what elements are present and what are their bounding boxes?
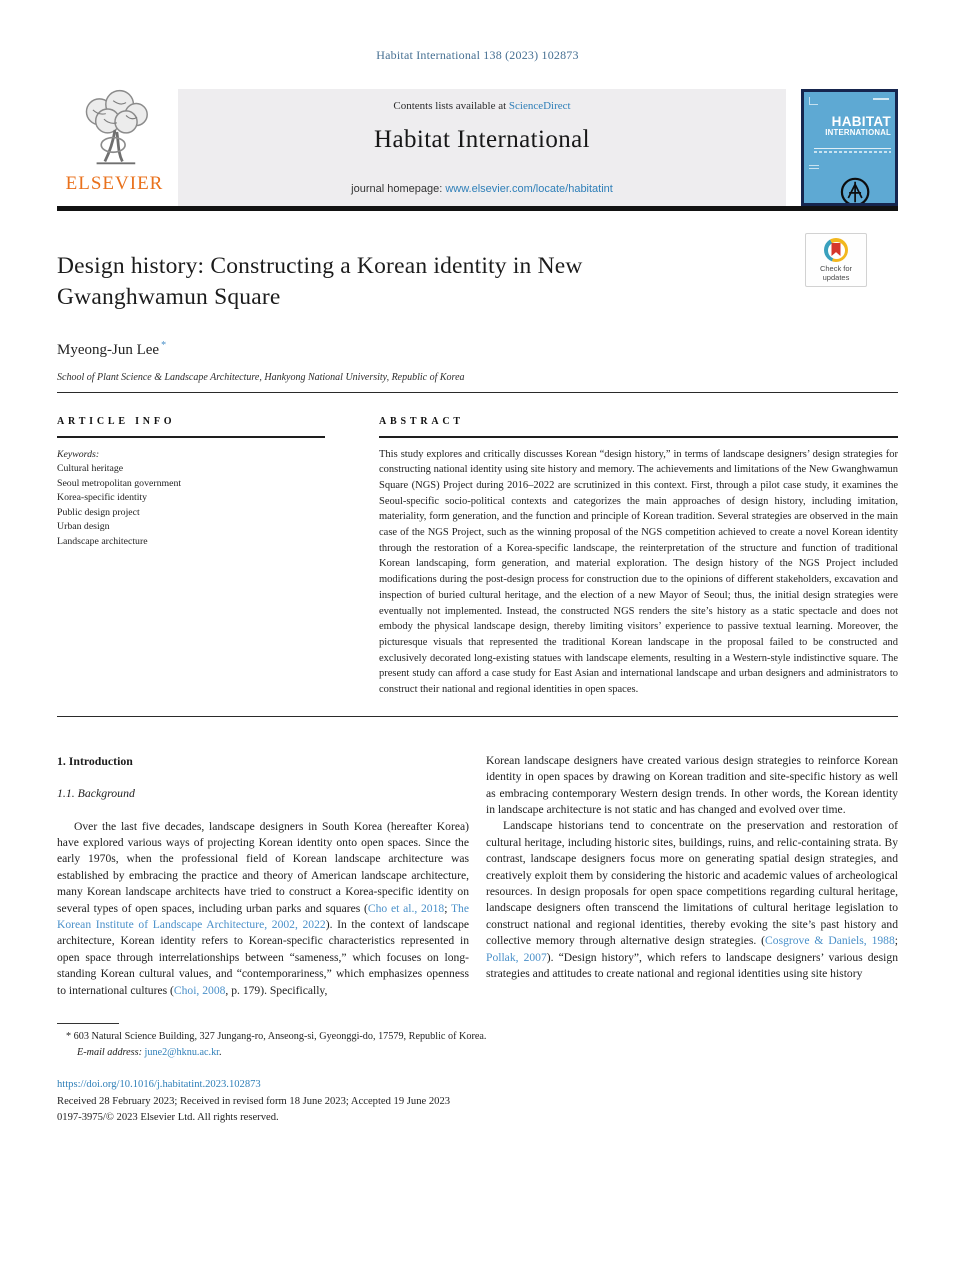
abstract-heading: ABSTRACT [379,416,464,427]
habitat-emblem-icon [838,175,872,206]
keyword-item: Landscape architecture [57,536,148,548]
crossmark-icon [824,238,848,262]
citation-link[interactable]: Cosgrove & Daniels, 1988 [765,934,895,948]
cover-side-dashes [809,164,819,169]
badge-line2: updates [822,273,850,283]
author-footnote-mark[interactable]: * [161,340,167,351]
left-column [57,753,469,999]
title-block [57,251,898,313]
cover-top-dash [873,98,889,100]
elsevier-tree-icon [69,89,161,175]
footnote-address-text: 603 Natural Science Building, 327 Jungang-ro, Anseong-si, Gyeonggi-do, 17579, Republic of Korea. [71,1031,487,1043]
text-segment: , p. 179). Specifically, [225,983,328,997]
page-title: Design history: Constructing a Korean identity in New Gwanghwamun Square [57,253,583,310]
journal-banner [178,89,786,206]
text-segment: ; [894,934,899,948]
cover-title [804,115,891,137]
cover-title-line1: HABITAT [831,114,891,129]
footnote-rule [57,1023,119,1024]
footer-block [57,1077,898,1127]
badge-line1: Check for [819,264,853,273]
sciencedirect-link[interactable]: ScienceDirect [508,100,571,112]
keyword-item: Urban design [57,521,110,533]
contents-line [178,100,786,112]
footnote-marker: * [66,1031,72,1043]
homepage-line [178,183,786,195]
abstract-rule [379,436,898,438]
journal-title: Habitat International [374,126,590,153]
right-column [486,753,898,999]
journal-reference: Habitat International 138 (2023) 102873 [376,48,579,62]
affiliation: School of Plant Science & Landscape Architecture, Hankyong National University, Republic of Korea [57,372,465,383]
email-link[interactable]: june2@hknu.ac.kr [144,1046,219,1058]
text-segment: ; [444,901,451,915]
footnote-email-line [57,1045,898,1061]
article-info-column [57,416,325,698]
header-divider-bar [57,206,898,211]
elsevier-logo [57,89,178,206]
intro-paragraph-right-1: Korean landscape designers have created various design strategies to reinforce Korean identity in open spaces by drawing on Korean tradition and site-specific history as well as embracing contemporary Western design trends. In other words, the Korean identity in landscape architecture is not static and has changed and evolved over time. [486,753,898,816]
keyword-item: Public design project [57,506,140,518]
text-segment: ). “Design history”, which refers to landscape designers’ various design strategies and attitudes to create national and regional identities using site history [486,950,898,981]
intro-paragraph-right-2 [486,818,898,982]
cover-subtext-dashes [814,151,891,153]
subsection-heading-background: 1.1. Background [57,786,135,801]
received-history: Received 28 February 2023; Received in revised form 18 June 2023; Accepted 19 June 2023 [57,1095,451,1107]
keywords-label: Keywords: [57,448,100,460]
check-for-updates-label [808,264,864,283]
check-for-updates-badge[interactable] [805,233,867,287]
cover-title-line2: INTERNATIONAL [825,128,891,138]
homepage-link[interactable]: www.elsevier.com/locate/habitatint [445,183,613,195]
rule-below-info [57,716,898,717]
citation-link[interactable]: Cho et al., 2018 [367,901,445,915]
article-info-heading: ARTICLE INFO [57,416,176,427]
keywords-block [57,448,325,550]
text-segment: Landscape historians tend to concentrate on the preservation and restoration of cultural heritage, including historic sites, buildings, ruins, and relic-containing strata. By contrast, landscape designers focus more on generating spatial design strategies, and creatively exploit them by considering the historic and academic values of archeological resources. In design proposals for open space competitions regarding cultural heritage, landscape designers often transcend the limitations of cultural heritage legislation to construct national and regional identities, thereby evoking the site’s past history and collective memory through alternative design strategies. ( [486,819,898,948]
journal-cover-thumbnail [801,89,898,206]
author-name: Myeong-Jun Lee [57,342,160,358]
abstract-text: This study explores and critically discusses Korean “design history,” in terms of landscape designers’ design strategies for constructing national identity using site history and memory. The achievements and limitations of the New Gwanghwamun Square (NGS) Project during 2016–2022 are scrutinized in this context. First, through a pilot case study, it examines the Seoul-specific socio-political contexts and categorizes the main approaches of design history, including imitation, materiality, form generation, and the function and principle of Korean tradition. Several strategies are observed in the main case of the NGS Project, such as the winning proposal of the NGS competition achieved to create a novel Korean identity through the restoration of a Korea-specific landscape, the reinterpretation of the structure and function of traditional Korean landscaping, form generation, and material exploration. The design history of the NGS Project included modifications during the post-design process for construction due to the opinions of different stakeholders, excavation and inspection of buried cultural heritage, and the election of a new Mayor of Seoul; thus, the initial design strategies were eventually not implemented. Instead, the constructed NGS renders the site’s history as a static spectacle and does not embody the physical landscape design, thereby limiting visitors’ experience to passive textual learning. Moreover, the picturesque visuals that represented the traditional Korean landscape in the proposal failed to be constructed and exclusively decorated long-existing statues with landscape elements, resulting in a Western-style indistinctive square. The present study can afford a case study for East Asian and international landscape and urban designers and administrators to construct their national and regional identities in open spaces. [379,448,898,696]
doi-link[interactable]: https://doi.org/10.1016/j.habitatint.2023.102873 [57,1079,261,1091]
text-segment: ). In the context of landscape architecture, Korean identity refers to Korean-specific characteristics represented in open space through interrelationships between “sameness,” which focuses on long-standing Korean cultural values, and “contemporariness,” which emphasizes openness to international cultures ( [57,918,470,997]
keyword-item: Korea-specific identity [57,492,148,504]
citation-link[interactable]: Pollak, 2007 [486,950,547,964]
contents-prefix: Contents lists available at [393,100,509,112]
footnote-block [57,1023,898,1060]
body-columns [57,753,898,999]
article-info-rule [57,436,325,438]
email-label: E-mail address: [77,1046,142,1058]
author-line [57,340,898,359]
info-abstract-block [57,393,898,698]
copyright-line: 0197-3975/© 2023 Elsevier Ltd. All rights reserved. [57,1112,279,1124]
email-period: . [219,1046,222,1058]
footnote-address [57,1029,898,1045]
journal-header [57,89,898,206]
homepage-prefix: journal homepage: [351,183,446,195]
section-heading-introduction: 1. Introduction [57,753,133,768]
abstract-column [379,416,898,698]
keyword-item: Cultural heritage [57,463,124,475]
crossmark-bookmark-icon [832,243,841,256]
citation-link[interactable]: Choi, 2008 [173,983,226,997]
citation-link[interactable]: The Korean Institute of Landscape Architecture, 2002, 2022 [57,901,469,931]
keyword-item: Seoul metropolitan government [57,477,182,489]
text-segment: Over the last five decades, landscape designers in South Korea (hereafter Korea) have explored various ways of projecting Korean identity onto open spaces. Since the early 1970s, when the professional field of Korean landscape architecture was established by embracing the practice and theory of American landscape architecture, many Korean landscape architects have tried to construct a Korea-specific identity on several types of open spaces, including urban parks and squares ( [57,819,469,915]
cover-mini-tree-icon [809,97,818,105]
elsevier-wordmark: ELSEVIER [65,173,164,194]
cover-rule [814,148,891,149]
intro-paragraph-left [57,819,469,999]
